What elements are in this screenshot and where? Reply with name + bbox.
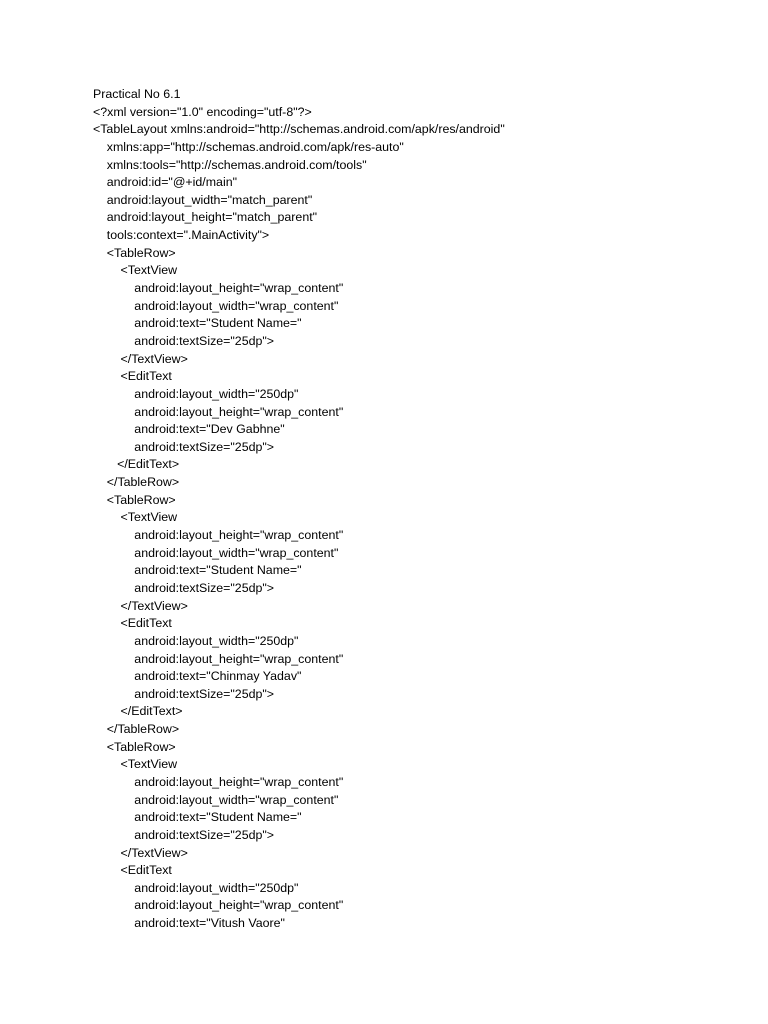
code-line: android:layout_height="match_parent"	[93, 210, 318, 225]
code-line: android:text="Vitush Vaore"	[93, 916, 285, 931]
code-line: android:textSize="25dp">	[93, 686, 274, 701]
code-line: android:layout_height="wrap_content"	[93, 774, 344, 789]
code-line: android:layout_height="wrap_content"	[93, 898, 344, 913]
code-line: android:layout_height="wrap_content"	[93, 528, 344, 543]
code-line: <TextView	[93, 757, 178, 772]
code-line: </TextView>	[93, 845, 188, 860]
code-listing	[93, 86, 505, 933]
code-line: tools:context=".MainActivity">	[93, 228, 270, 243]
code-line: android:textSize="25dp">	[93, 439, 274, 454]
code-line: android:layout_width="250dp"	[93, 880, 299, 895]
code-line: </TextView>	[93, 351, 188, 366]
code-line: android:layout_height="wrap_content"	[93, 281, 344, 296]
code-line: <TableRow>	[93, 739, 176, 754]
code-line: <EditText	[93, 369, 172, 384]
code-line: android:layout_width="wrap_content"	[93, 545, 339, 560]
code-line: android:layout_width="250dp"	[93, 386, 299, 401]
code-line: xmlns:tools="http://schemas.android.com/tools"	[93, 157, 367, 172]
code-line: android:text="Student Name="	[93, 810, 302, 825]
code-line: <TextView	[93, 263, 178, 278]
code-line: android:layout_width="wrap_content"	[93, 298, 339, 313]
code-line: android:textSize="25dp">	[93, 333, 274, 348]
code-line: android:id="@+id/main"	[93, 175, 237, 190]
code-line: <TableRow>	[93, 492, 176, 507]
code-line: </EditText>	[93, 457, 180, 472]
code-line: android:layout_height="wrap_content"	[93, 651, 344, 666]
code-line: android:text="Chinmay Yadav"	[93, 669, 302, 684]
code-line: </EditText>	[93, 704, 183, 719]
code-line: <TextView	[93, 510, 178, 525]
code-line: <EditText	[93, 616, 172, 631]
code-line: <?xml version="1.0" encoding="utf-8"?>	[93, 104, 312, 119]
code-line: android:text="Student Name="	[93, 563, 302, 578]
code-line: android:textSize="25dp">	[93, 580, 274, 595]
code-line: android:text="Dev Gabhne"	[93, 422, 285, 437]
code-line: </TableRow>	[93, 722, 180, 737]
code-line: android:layout_width="250dp"	[93, 633, 299, 648]
code-line: <TableRow>	[93, 245, 176, 260]
code-line: </TextView>	[93, 598, 188, 613]
document-title: Practical No 6.1	[93, 87, 181, 101]
code-line: android:textSize="25dp">	[93, 827, 274, 842]
code-line: android:layout_height="wrap_content"	[93, 404, 344, 419]
code-line: <TableLayout xmlns:android="http://schemas.android.com/apk/res/android"	[93, 122, 505, 137]
code-line: android:layout_width="match_parent"	[93, 192, 313, 207]
code-line: <EditText	[93, 863, 172, 878]
code-line: xmlns:app="http://schemas.android.com/apk/res-auto"	[93, 139, 404, 154]
code-line: android:layout_width="wrap_content"	[93, 792, 339, 807]
code-line: android:text="Student Name="	[93, 316, 302, 331]
code-line: </TableRow>	[93, 475, 180, 490]
